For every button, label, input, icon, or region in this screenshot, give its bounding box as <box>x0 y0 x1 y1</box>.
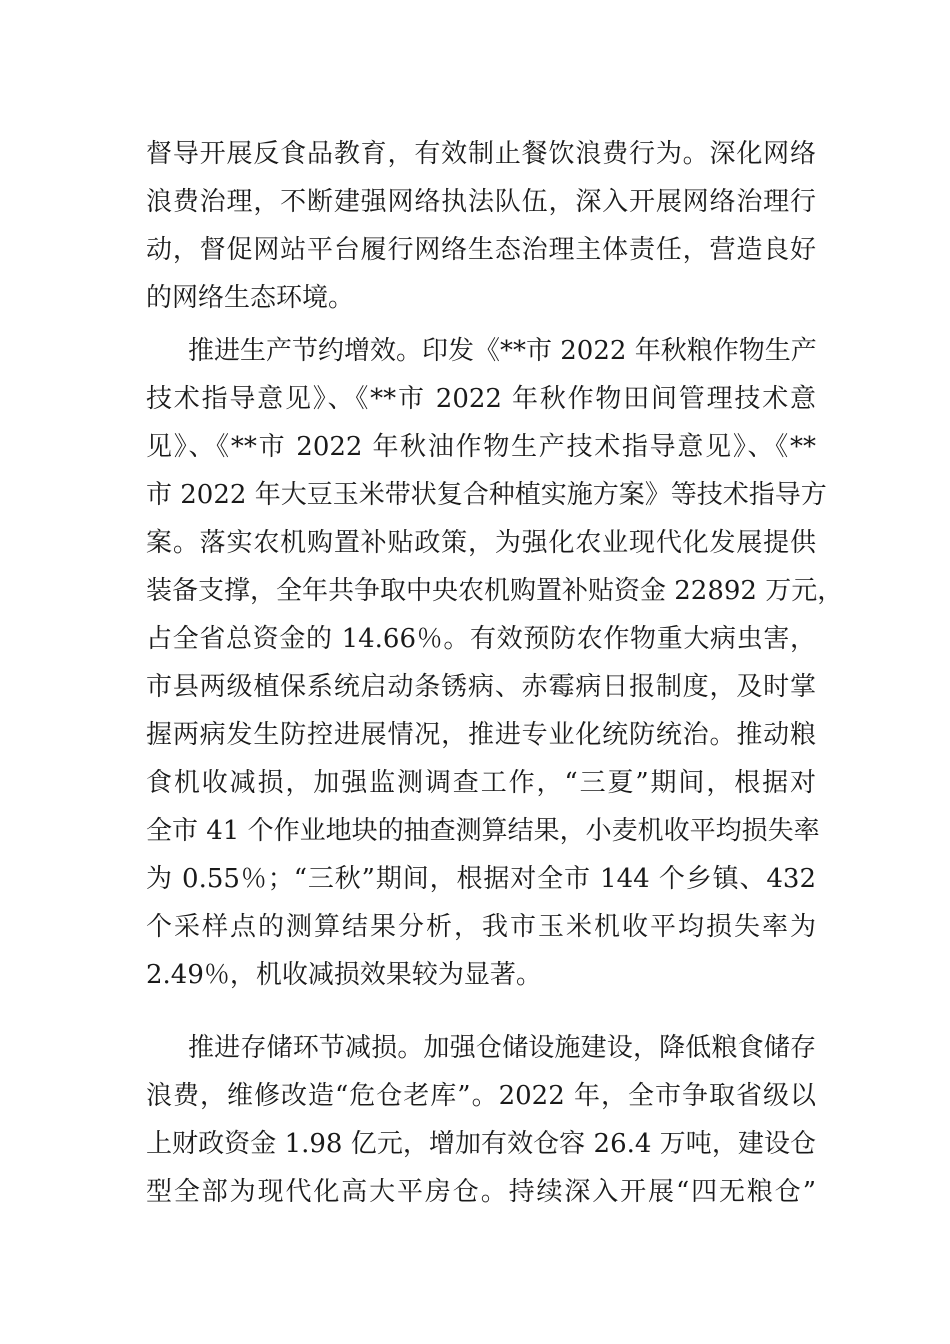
text-line: 型全部为现代化高大平房仓。持续深入开展“四无粮仓” <box>146 1177 816 1207</box>
text-line: 浪费，维修改造“危仓老库”。2022 年，全市争取省级以 <box>146 1081 816 1111</box>
text-line: 食机收减损，加强监测调查工作，“三夏”期间，根据对 <box>146 768 816 798</box>
text-line: 2.49％，机收减损效果较为显著。 <box>146 960 542 990</box>
text-line: 动，督促网站平台履行网络生态治理主体责任，营造良好 <box>146 235 816 265</box>
text-line: 督导开展反食品教育，有效制止餐饮浪费行为。深化网络 <box>146 139 816 169</box>
text-line: 个采样点的测算结果分析，我市玉米机收平均损失率为 <box>146 912 816 942</box>
paragraph-first-line: 推进生产节约增效。印发《**市 2022 年秋粮作物生产 <box>188 336 817 366</box>
paragraph-first-line: 推进存储环节减损。加强仓储设施建设，降低粮食储存 <box>188 1033 816 1063</box>
text-line: 全市 41 个作业地块的抽查测算结果，小麦机收平均损失率 <box>146 816 820 846</box>
text-line: 市县两级植保系统启动条锈病、赤霉病日报制度，及时掌 <box>146 672 816 702</box>
text-line: 市 2022 年大豆玉米带状复合种植实施方案》等技术指导方 <box>146 480 827 510</box>
text-line: 浪费治理，不断建强网络执法队伍，深入开展网络治理行 <box>146 187 816 217</box>
text-line: 装备支撑，全年共争取中央农机购置补贴资金 22892 万元， <box>146 576 844 606</box>
text-line: 占全省总资金的 14.66％。有效预防农作物重大病虫害， <box>146 624 816 654</box>
text-line: 上财政资金 1.98 亿元，增加有效仓容 26.4 万吨，建设仓 <box>146 1129 816 1159</box>
text-line: 技术指导意见》、《**市 2022 年秋作物田间管理技术意 <box>146 384 816 414</box>
text-line: 握两病发生防控进展情况，推进专业化统防统治。推动粮 <box>146 720 816 750</box>
text-line: 案。落实农机购置补贴政策，为强化农业现代化发展提供 <box>146 528 816 558</box>
text-line: 的网络生态环境。 <box>146 283 355 313</box>
text-line: 为 0.55％；“三秋”期间，根据对全市 144 个乡镇、432 <box>146 864 816 894</box>
text-line: 见》、《**市 2022 年秋油作物生产技术指导意见》、《** <box>146 432 816 462</box>
